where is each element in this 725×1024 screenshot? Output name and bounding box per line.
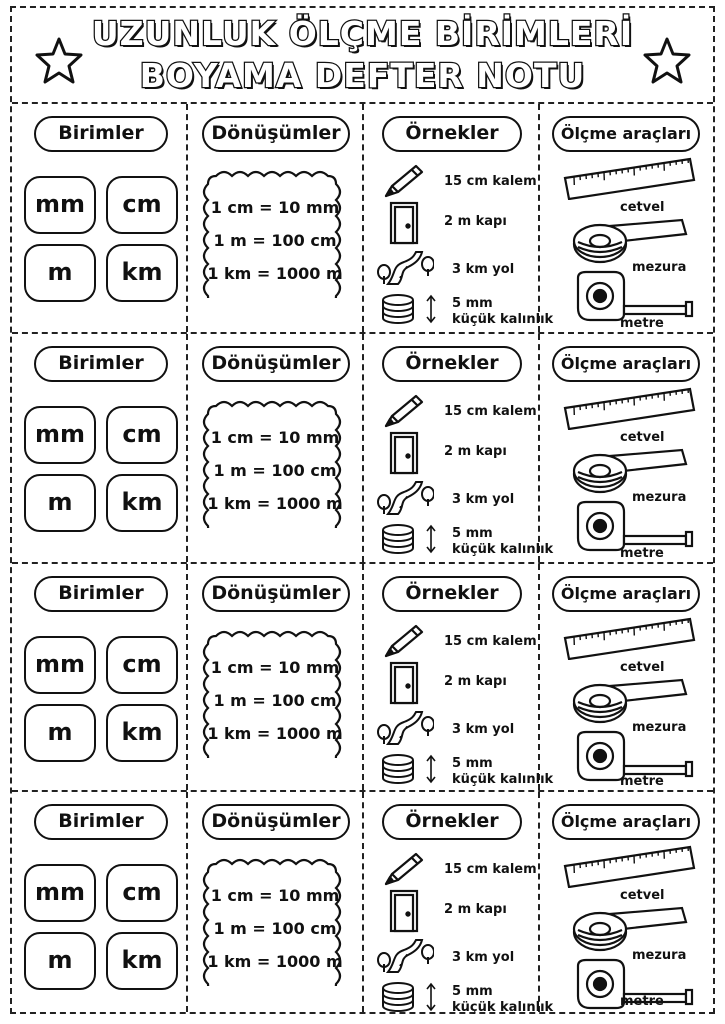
conversion-text: 1 m = 100 cm [213, 919, 337, 938]
door-icon [386, 200, 422, 250]
example-text: 15 cm kalem [444, 174, 537, 189]
tool-label: cetvel [620, 200, 665, 215]
tool-label: cetvel [620, 660, 665, 675]
section-row [12, 564, 713, 792]
examples-column [364, 104, 554, 332]
conversion-text: 1 km = 1000 m [207, 952, 343, 971]
tool-label: mezura [632, 720, 687, 735]
examples-column [364, 564, 554, 790]
door-icon [386, 430, 422, 480]
door-icon [386, 660, 422, 710]
tool-label: metre [620, 546, 664, 561]
units-column [12, 334, 188, 562]
page-title: UZUNLUK ÖLÇME BİRİMLERİ [91, 14, 634, 53]
example-text: küçük kalınlık [452, 1000, 554, 1015]
ruler-icon [562, 386, 696, 434]
conversion-text: 1 m = 100 cm [213, 231, 337, 250]
double-arrow-icon [426, 982, 436, 1012]
example-text: 15 cm kalem [444, 404, 537, 419]
unit-box: km [106, 474, 178, 532]
examples-column [364, 334, 554, 562]
ruler-icon [562, 844, 696, 892]
example-text: 5 mm [452, 526, 493, 541]
unit-box: m [24, 244, 96, 302]
conversion-text: 1 cm = 10 mm [210, 886, 340, 905]
worksheet [10, 6, 715, 1014]
example-text: 2 m kapı [444, 214, 507, 229]
conversion-text: 1 cm = 10 mm [210, 198, 340, 217]
examples-heading: Örnekler [382, 576, 522, 612]
conversions-heading: Dönüşümler [202, 116, 350, 152]
door-icon [386, 888, 422, 938]
section-row [12, 792, 713, 1015]
coins-icon [380, 750, 420, 788]
examples-heading: Örnekler [382, 346, 522, 382]
example-text: 2 m kapı [444, 902, 507, 917]
conversion-text: 1 cm = 10 mm [210, 658, 340, 677]
example-text: 15 cm kalem [444, 634, 537, 649]
conversions-heading: Dönüşümler [202, 346, 350, 382]
coins-icon [380, 520, 420, 558]
double-arrow-icon [426, 524, 436, 554]
tools-column [540, 564, 713, 790]
road-icon [374, 250, 434, 290]
tools-heading: Ölçme araçları [552, 116, 700, 152]
example-text: 3 km yol [452, 262, 515, 277]
coins-icon [380, 290, 420, 328]
conversions-column [188, 792, 364, 1012]
tool-label: mezura [632, 948, 687, 963]
units-column [12, 792, 188, 1012]
tools-column [540, 334, 713, 562]
ruler-icon [562, 156, 696, 204]
examples-column [364, 792, 554, 1015]
example-text: küçük kalınlık [452, 542, 554, 557]
section-row [12, 104, 713, 334]
conversion-text: 1 km = 1000 m [207, 724, 343, 743]
coins-icon [380, 978, 420, 1016]
example-text: küçük kalınlık [452, 772, 554, 787]
units-heading: Birimler [34, 804, 168, 840]
conversions-heading: Dönüşümler [202, 576, 350, 612]
road-icon [374, 480, 434, 520]
road-icon [374, 710, 434, 750]
unit-box: mm [24, 176, 96, 234]
example-text: 3 km yol [452, 492, 515, 507]
unit-box: cm [106, 864, 178, 922]
unit-box: mm [24, 636, 96, 694]
tools-heading: Ölçme araçları [552, 346, 700, 382]
units-column [12, 564, 188, 790]
page-subtitle: BOYAMA DEFTER NOTU [139, 56, 586, 95]
example-text: 5 mm [452, 756, 493, 771]
unit-box: m [24, 704, 96, 762]
tool-label: cetvel [620, 430, 665, 445]
examples-heading: Örnekler [382, 116, 522, 152]
conversions-column [188, 334, 364, 562]
example-text: 2 m kapı [444, 674, 507, 689]
units-column [12, 104, 188, 332]
tools-column [540, 104, 713, 332]
conversion-text: 1 km = 1000 m [207, 264, 343, 283]
conversions-column [188, 564, 364, 790]
example-text: 15 cm kalem [444, 862, 537, 877]
examples-heading: Örnekler [382, 804, 522, 840]
unit-box: cm [106, 406, 178, 464]
tool-label: metre [620, 316, 664, 331]
unit-box: km [106, 932, 178, 990]
conversions-column [188, 104, 364, 332]
conversion-text: 1 m = 100 cm [213, 461, 337, 480]
tools-heading: Ölçme araçları [552, 804, 700, 840]
unit-box: km [106, 704, 178, 762]
unit-box: cm [106, 636, 178, 694]
tools-column [540, 792, 713, 1012]
ruler-icon [562, 616, 696, 664]
units-heading: Birimler [34, 116, 168, 152]
unit-box: cm [106, 176, 178, 234]
conversion-text: 1 cm = 10 mm [210, 428, 340, 447]
unit-box: m [24, 932, 96, 990]
conversion-text: 1 km = 1000 m [207, 494, 343, 513]
header [12, 8, 713, 104]
unit-box: m [24, 474, 96, 532]
example-text: 5 mm [452, 296, 493, 311]
example-text: 3 km yol [452, 950, 515, 965]
road-icon [374, 938, 434, 978]
conversion-text: 1 m = 100 cm [213, 691, 337, 710]
double-arrow-icon [426, 754, 436, 784]
example-text: 3 km yol [452, 722, 515, 737]
units-heading: Birimler [34, 576, 168, 612]
unit-box: mm [24, 864, 96, 922]
example-text: 5 mm [452, 984, 493, 999]
example-text: küçük kalınlık [452, 312, 554, 327]
tool-label: mezura [632, 490, 687, 505]
units-heading: Birimler [34, 346, 168, 382]
tool-label: metre [620, 994, 664, 1009]
unit-box: km [106, 244, 178, 302]
example-text: 2 m kapı [444, 444, 507, 459]
unit-box: mm [24, 406, 96, 464]
tool-label: cetvel [620, 888, 665, 903]
tools-heading: Ölçme araçları [552, 576, 700, 612]
section-row [12, 334, 713, 564]
star-icon [642, 36, 692, 86]
conversions-heading: Dönüşümler [202, 804, 350, 840]
double-arrow-icon [426, 294, 436, 324]
tool-label: mezura [632, 260, 687, 275]
tool-label: metre [620, 774, 664, 789]
